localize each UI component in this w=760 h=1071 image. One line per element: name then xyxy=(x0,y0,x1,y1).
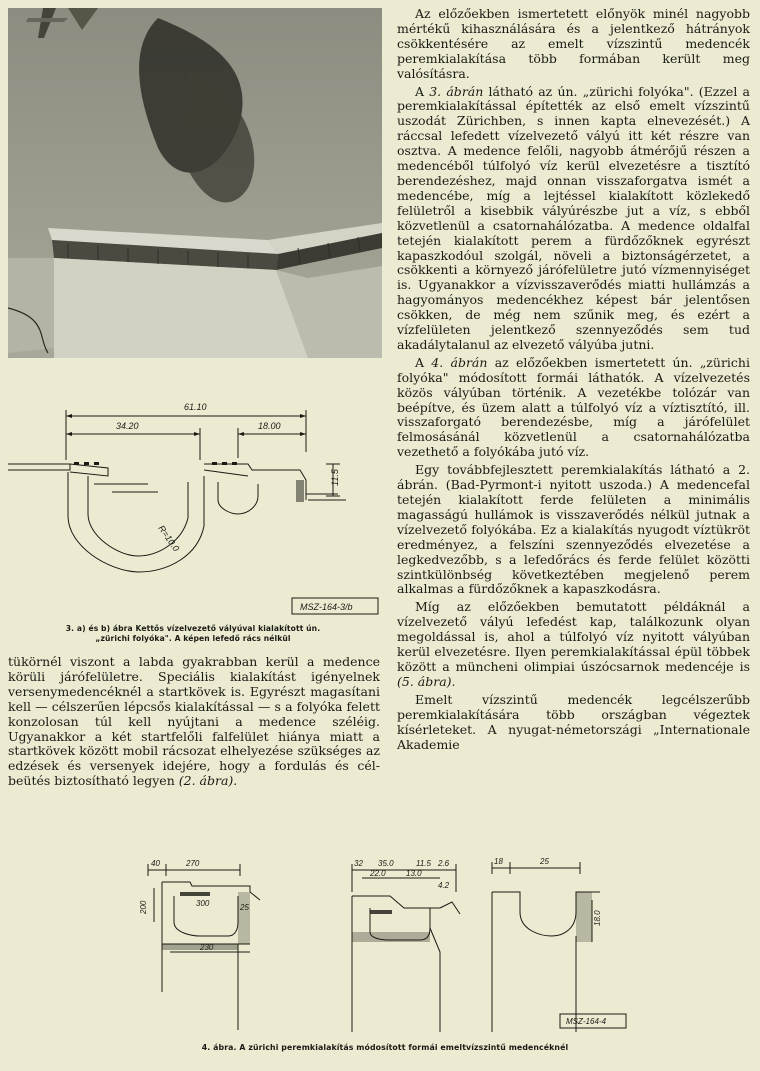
figure-3-section-drawing xyxy=(8,396,382,618)
pool-edge-photo xyxy=(8,8,382,358)
left-paragraph-text: tükörnél viszont a labda gyakrabban kerül a medence körüli járófelületre. Speciális kialakítást igényelnek versenymedencéknél a startkövek is. Egyrészt magasítani kell — célszerűen lépcsős kialakítással — s a folyóka felett konzolosan túl kell nyújtani a medence széléig. Ugyanakkor a két startfelőli falfelület hiánya miatt a startkövek között mobil rácsozat elhelyezése szükséges az edzések és versenyek idejére, hogy a fordulás és cél-beütés biztosítható legyen xyxy=(8,654,380,789)
fig4c-dim-2: 25 xyxy=(540,857,549,866)
dim-total: 61.10 xyxy=(184,402,207,412)
fig4b-dim-2: 35.0 xyxy=(378,859,394,868)
paragraph-5-text: Míg az előzőekben bemutatott példáknál a vízelvezető vályú lefedést kap, találkozunk olyan megoldással is, ahol a túlfolyó víz nyitott vályúban kerül elvezetésre. Ilyen peremkialakítással épül többek között a müncheni olimpiai úszócsarnok medencéje is xyxy=(397,599,750,674)
dim-right: 18.00 xyxy=(258,421,281,431)
paragraph-2-lead: A xyxy=(415,83,425,99)
paragraph-4: Egy továbbfejlesztett peremkialakítás látható a 2. ábrán. (Bad-Pyrmont-i nyitott uszoda.) A medencefal tetején kialakított ferde felületen a minimális magasságú hullámok is visszaverődés nélkül jutnak a vízelvezető folyókába. Ez a kialakítás nyugodt víztükröt eredményez, a felszíni szennyeződés elvezetése a legkedvezőbb, s a lefedőrács és ferde felület közötti szintkülönbség következtében megjelenő perem alkalmas a fürdőzőknek a kapaszkodásra. xyxy=(397,462,750,597)
paragraph-3-lead: A xyxy=(415,354,425,370)
fig4a-dim-2: 270 xyxy=(186,859,200,868)
figure-ref: 4. ábrán xyxy=(431,354,488,370)
figure-3-caption-line1: 3. a) és b) ábra Kettős vízelvezető vályúval kialakított ún. xyxy=(65,624,321,633)
figure-ref: (2. ábra). xyxy=(178,773,238,789)
paragraph-3-text: az előzőekben ismertetett ún. „zürichi folyóka" módosított formái láthatók. A vízelvezetés közös vályúban történik. A vezetékbe tolózár van beépítve, és üzem alatt a túlfolyó víz a víztisztító, ill. visszaforgató berendezésbe, míg a járófelület felmosásánál közvetlenül a csatornahálózatba vezethető a folyókába jutó víz. xyxy=(397,354,750,460)
fig4a-dim-5: 230 xyxy=(200,943,214,952)
left-paragraph xyxy=(8,655,380,789)
paragraph-3 xyxy=(397,356,750,460)
figure-4-drawings xyxy=(140,852,630,1042)
fig4b-dim-7: 4.2 xyxy=(438,881,450,890)
fig4b-dim-1: 32 xyxy=(354,859,363,868)
paragraph-1: Az előzőekben ismertetett előnyök minél nagyobb mértékű kihasználására és a jelentkező hátrányok csökkentésére az emelt vízszintű medencék peremkialakítása több formában került meg valósításra. xyxy=(397,6,750,81)
fig4a-dim-1: 40 xyxy=(151,859,160,868)
fig4c-dim-3: 18.0 xyxy=(593,910,602,926)
fig4a-dim-4: 300 xyxy=(196,899,210,908)
fig4b-dim-6: 13.0 xyxy=(406,869,422,878)
fig4b-dim-3: 11.5 xyxy=(416,859,431,868)
fig4a-dim-6: 25 xyxy=(240,903,249,912)
right-column xyxy=(397,7,750,752)
fig4c-dim-1: 18 xyxy=(494,857,503,866)
dim-left: 34.20 xyxy=(116,421,139,431)
dim-height: 11.5 xyxy=(330,469,340,486)
dim-radius: R=10.0 xyxy=(156,523,182,554)
figure-3-caption-line2: „zürichi folyóka". A képen lefedő rács nélkül xyxy=(95,634,291,643)
paragraph-5 xyxy=(397,600,750,689)
paragraph-2 xyxy=(397,85,750,353)
paragraph-2-text: látható az ún. „zürichi folyóka". (Ezzel a peremkialakítással építették az első emelt vízszintű uszodát Zürichben, s innen kapta elnevezését.) A ráccsal lefedett vízelvezető vályú itt két részre van osztva. A medence felőli, nagyobb átmérőjű részen a medencéből túlfolyó víz kerül elvezetésre a tisztító berendezéshez, majd onnan visszaforgatva ismét a medencébe, míg a lejtéssel kialakított közlekedő felületről a kisebbik vályúrészbe jut a víz, s ebből közvetlenül a csatornahálózatba. A medence oldalfal tetején kialakított perem a fürdőzőknek egyrészt kapaszkodóul szolgál, növeli a biztonságérzetet, a csökkenti a környező járófelületre jutó vízmennyiséget is. Ugyanakkor a vízvisszaverődés miatti hullámzás a hagyományos medencékhez képest bár jelentősen csökken, de még nem szűnik meg, és ezért a vízfelületen jelentkező szennyeződés sem tud akadálytalanul az elvezető vályúba jutni. xyxy=(397,83,750,352)
stamp-4: MSZ-164-4 xyxy=(566,1017,607,1026)
fig4b-dim-4: 2.6 xyxy=(438,859,450,868)
figure-ref: (5. ábra). xyxy=(397,673,456,689)
fig4b-dim-5: 22.0 xyxy=(370,869,386,878)
figure-4-caption: 4. ábra. A zürichi peremkialakítás módosított formái emeltvízszintű medencéknél xyxy=(201,1043,569,1052)
figure-3-caption xyxy=(8,624,378,644)
stamp-3: MSZ-164-3/b xyxy=(300,602,353,612)
left-column xyxy=(8,655,380,789)
paragraph-6: Emelt vízszintű medencék legcélszerűbb peremkialakítására több országban végeztek kísérleteket. A nyugat-németországi „Internationale Akademie xyxy=(397,691,750,752)
figure-ref: 3. ábrán xyxy=(429,83,484,99)
fig4a-dim-3: 200 xyxy=(139,900,148,914)
